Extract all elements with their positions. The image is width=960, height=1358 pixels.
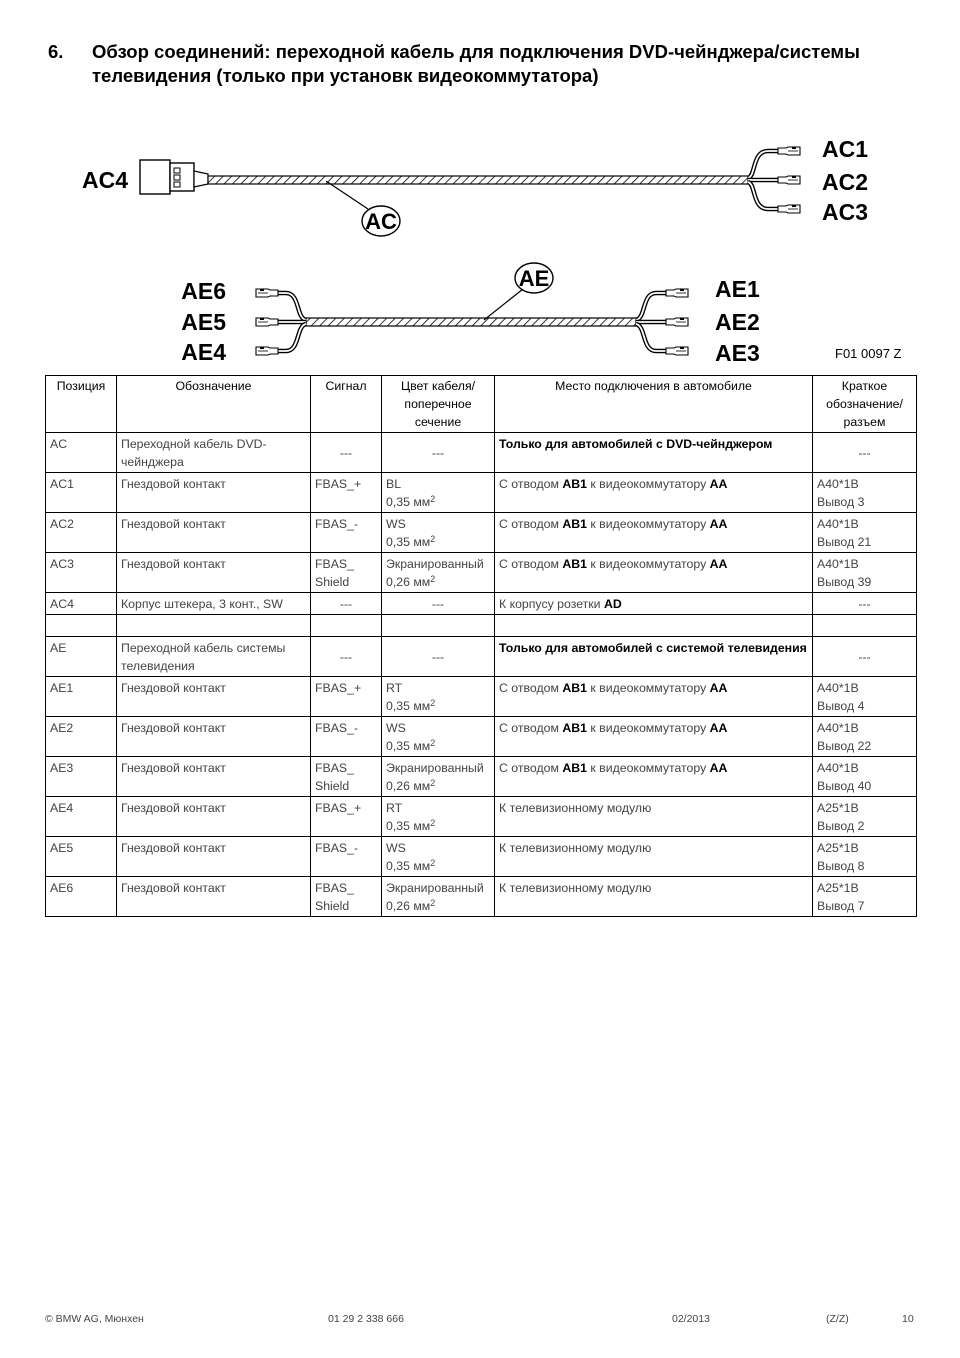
short-cell: ---: [813, 433, 917, 473]
ae-cable: [256, 263, 688, 355]
short-cell: A25*1B Вывод 2: [813, 797, 917, 837]
table-row: [46, 717, 917, 757]
position-cell: AC2: [46, 513, 117, 553]
short-cell: A40*1B Вывод 21: [813, 513, 917, 553]
designation-cell: Гнездовой контакт: [117, 717, 311, 757]
position-cell: AE1: [46, 677, 117, 717]
position-cell: AC4: [46, 593, 117, 615]
position-cell: AE: [46, 637, 117, 677]
ac4-connector-housing: [140, 160, 170, 194]
table-row: [46, 837, 917, 877]
designation-cell: Гнездовой контакт: [117, 513, 311, 553]
table-row: [46, 877, 917, 917]
table-row: [46, 797, 917, 837]
color-cell: ---: [382, 433, 495, 473]
designation-cell: Гнездовой контакт: [117, 473, 311, 513]
ac3-label: AC3: [822, 199, 869, 225]
place-cell: С отводом AB1 к видеокоммутатору AA: [495, 757, 813, 797]
color-cell: RT 0,35 $мм^2$: [382, 677, 495, 717]
designation-cell: Гнездовой контакт: [117, 837, 311, 877]
blank-row: [46, 615, 917, 637]
place-cell: К телевизионному модулю: [495, 797, 813, 837]
color-cell: Экранированный 0,26 $мм^2$: [382, 757, 495, 797]
designation-cell: Переходной кабель системы телевидения: [117, 637, 311, 677]
column-header: Цвет кабеля/ поперечное сечение: [382, 376, 495, 433]
color-cell: WS 0,35 $мм^2$: [382, 513, 495, 553]
footer-code: (Z/Z): [826, 1313, 849, 1325]
place-cell: С отводом AB1 к видеокоммутатору AA: [495, 553, 813, 593]
ac1-label: AC1: [822, 136, 869, 162]
position-cell: AE5: [46, 837, 117, 877]
short-cell: ---: [813, 637, 917, 677]
designation-cell: Переходной кабель DVD-чейнджера: [117, 433, 311, 473]
color-cell: BL 0,35 $мм^2$: [382, 473, 495, 513]
ac4-label: AC4: [82, 167, 129, 193]
place-cell: Только для автомобилей с DVD-чейнджером: [495, 433, 813, 473]
column-header: Краткое обозначение/ разъем: [813, 376, 917, 433]
designation-cell: Корпус штекера, 3 конт., SW: [117, 593, 311, 615]
place-cell: С отводом AB1 к видеокоммутатору AA: [495, 473, 813, 513]
place-cell: Только для автомобилей с системой телевидения: [495, 637, 813, 677]
place-cell: К корпусу розетки AD: [495, 593, 813, 615]
ae2-pin: [666, 318, 688, 326]
footer-date: 02/2013: [672, 1313, 710, 1325]
short-cell: A40*1B Вывод 22: [813, 717, 917, 757]
place-cell: К телевизионному модулю: [495, 877, 813, 917]
column-header: Сигнал: [311, 376, 382, 433]
signal-cell: ---: [311, 593, 382, 615]
table-header-row: [46, 376, 917, 433]
short-cell: A40*1B Вывод 3: [813, 473, 917, 513]
position-cell: AC1: [46, 473, 117, 513]
place-cell: К телевизионному модулю: [495, 837, 813, 877]
ae4-label: AE4: [181, 339, 226, 365]
signal-cell: ---: [311, 433, 382, 473]
wiring-diagram: [0, 0, 960, 372]
color-cell: ---: [382, 637, 495, 677]
signal-cell: FBAS_+: [311, 473, 382, 513]
color-cell: Экранированный 0,26 $мм^2$: [382, 553, 495, 593]
designation-cell: Гнездовой контакт: [117, 797, 311, 837]
ae-cable-body: [306, 318, 636, 326]
section-title: Обзор соединений: переходной кабель для подключения DVD-чейнджера/системы телевидения (только при установк видеокоммутатора): [92, 41, 860, 86]
color-cell: ---: [382, 593, 495, 615]
color-cell: WS 0,35 $мм^2$: [382, 837, 495, 877]
ae2-label: AE2: [715, 309, 760, 335]
signal-cell: FBAS_-: [311, 717, 382, 757]
ac2-pin: [778, 176, 800, 184]
table-row: [46, 433, 917, 473]
place-cell: С отводом AB1 к видеокоммутатору AA: [495, 717, 813, 757]
figure-id: F01 0097 Z: [835, 346, 902, 361]
ae3-pin: [666, 347, 688, 355]
designation-cell: Гнездовой контакт: [117, 877, 311, 917]
signal-cell: FBAS_ Shield: [311, 553, 382, 593]
short-cell: ---: [813, 593, 917, 615]
section-number: 6.: [48, 41, 64, 62]
place-cell: С отводом AB1 к видеокоммутатору AA: [495, 513, 813, 553]
ae5-label: AE5: [181, 309, 226, 335]
position-cell: AE6: [46, 877, 117, 917]
table-row: [46, 553, 917, 593]
signal-cell: FBAS_ Shield: [311, 757, 382, 797]
column-header: Место подключения в автомобиле: [495, 376, 813, 433]
short-cell: A25*1B Вывод 8: [813, 837, 917, 877]
color-cell: Экранированный 0,26 $мм^2$: [382, 877, 495, 917]
position-cell: AC: [46, 433, 117, 473]
ae6-label: AE6: [181, 278, 226, 304]
short-cell: A40*1B Вывод 40: [813, 757, 917, 797]
signal-cell: ---: [311, 637, 382, 677]
color-cell: RT 0,35 $мм^2$: [382, 797, 495, 837]
table-row: [46, 757, 917, 797]
signal-cell: FBAS_+: [311, 797, 382, 837]
signal-cell: FBAS_-: [311, 513, 382, 553]
ac-bubble-label: AC: [365, 209, 397, 234]
table-row: [46, 473, 917, 513]
ac3-pin: [778, 205, 800, 213]
signal-cell: FBAS_+: [311, 677, 382, 717]
short-cell: A40*1B Вывод 4: [813, 677, 917, 717]
position-cell: AC3: [46, 553, 117, 593]
ae6-pin: [256, 289, 278, 297]
position-cell: AE4: [46, 797, 117, 837]
short-cell: A25*1B Вывод 7: [813, 877, 917, 917]
connection-table: [45, 375, 917, 917]
footer-page-number: 10: [902, 1313, 914, 1325]
ae1-pin: [666, 289, 688, 297]
column-header: Обозначение: [117, 376, 311, 433]
ae4-pin: [256, 347, 278, 355]
table-row: [46, 637, 917, 677]
signal-cell: FBAS_ Shield: [311, 877, 382, 917]
ac1-pin: [778, 147, 800, 155]
position-cell: AE2: [46, 717, 117, 757]
place-cell: С отводом AB1 к видеокоммутатору AA: [495, 677, 813, 717]
designation-cell: Гнездовой контакт: [117, 757, 311, 797]
table-row: [46, 677, 917, 717]
ac-cable-body: [208, 176, 748, 184]
ae-bubble-label: AE: [518, 266, 550, 291]
ae5-pin: [256, 318, 278, 326]
designation-cell: Гнездовой контакт: [117, 553, 311, 593]
designation-cell: Гнездовой контакт: [117, 677, 311, 717]
ac-cable: [140, 147, 800, 236]
ae3-label: AE3: [715, 340, 760, 366]
table-row: [46, 593, 917, 615]
table-row: [46, 513, 917, 553]
footer-copyright: © BMW AG, Мюнхен: [45, 1313, 144, 1325]
ac2-label: AC2: [822, 169, 869, 195]
position-cell: AE3: [46, 757, 117, 797]
signal-cell: FBAS_-: [311, 837, 382, 877]
ae1-label: AE1: [715, 276, 760, 302]
column-header: Позиция: [46, 376, 117, 433]
short-cell: A40*1B Вывод 39: [813, 553, 917, 593]
color-cell: WS 0,35 $мм^2$: [382, 717, 495, 757]
footer-doc-number: 01 29 2 338 666: [328, 1313, 404, 1325]
